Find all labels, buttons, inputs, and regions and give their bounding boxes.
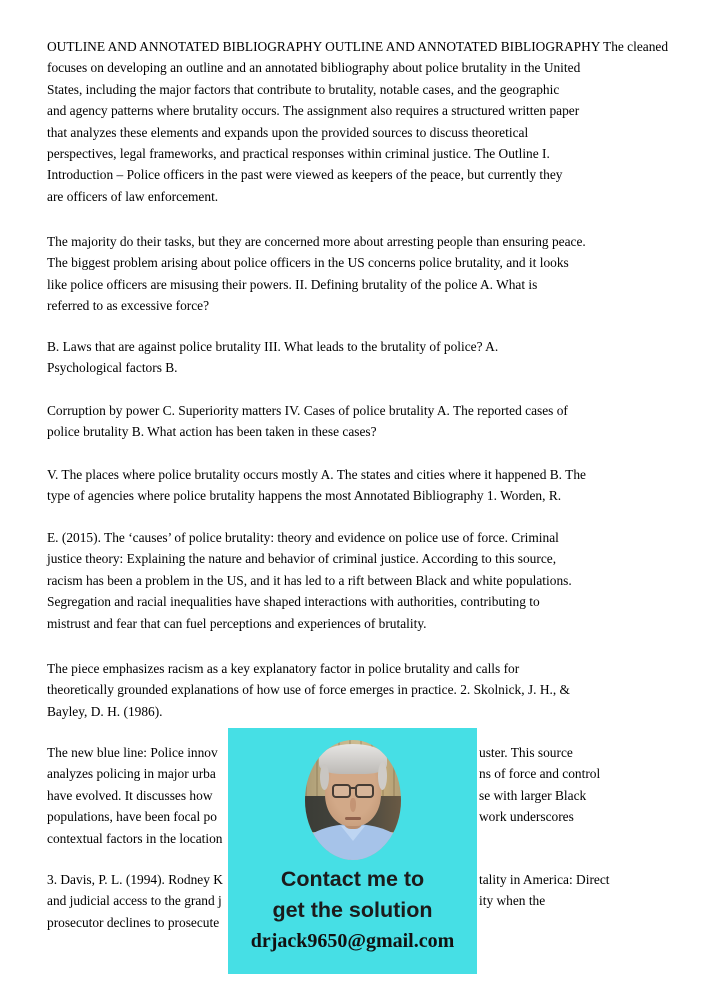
hair-side-right [378, 762, 387, 790]
text-line: V. The places where police brutality occurs mostly A. The states and cities where it happened B. The [47, 467, 586, 482]
paragraph-3 [47, 336, 708, 379]
text-fragment-right: tality in America: Direct [479, 872, 610, 887]
promo-overlay [228, 728, 477, 974]
paragraph-2 [47, 231, 708, 317]
text-fragment-left: populations, have been focal po [47, 809, 217, 825]
text-fragment-left: analyzes policing in major urba [47, 766, 216, 782]
text-line: Corruption by power C. Superiority matters IV. Cases of police brutality A. The reported cases of [47, 403, 568, 418]
text-fragment-right: ns of force and control [479, 766, 601, 782]
text-line: Bayley, D. H. (1986). [47, 703, 163, 719]
contact-email: drjack9650@gmail.com [250, 930, 455, 952]
text-line: type of agencies where police brutality happens the most Annotated Bibliography 1. Worden, R. [47, 488, 562, 504]
contact-call-to-action [228, 864, 477, 926]
text-line: The biggest problem arising about police officers in the US concerns police brutality, and it looks [47, 255, 569, 271]
text-line: racism has been a problem in the US, and it has led to a rift between Black and white populations. [47, 572, 572, 588]
text-line: focuses on developing an outline and an annotated bibliography about police brutality in the United [47, 60, 581, 76]
text-fragment-left: 3. Davis, P. L. (1994). Rodney K [47, 872, 223, 887]
text-line: The majority do their tasks, but they are concerned more about arresting people than ensuring peace. [47, 234, 586, 249]
paragraph-7 [47, 658, 708, 722]
text-line: mistrust and fear that can fuel perceptions and experiences of brutality. [47, 615, 427, 631]
text-line: OUTLINE AND ANNOTATED BIBLIOGRAPHY OUTLINE AND ANNOTATED BIBLIOGRAPHY The cleaned [47, 39, 669, 54]
text-line: referred to as excessive force? [47, 298, 210, 314]
mouth-shape [345, 817, 361, 820]
paragraph-6 [47, 527, 708, 634]
text-fragment-left: prosecutor declines to prosecute [47, 914, 220, 930]
paragraph-4 [47, 400, 708, 443]
hair-side-left [320, 764, 329, 790]
text-line: Introduction – Police officers in the past were viewed as keepers of the peace, but currently they [47, 167, 563, 183]
paragraph-5 [47, 464, 708, 507]
text-line: that analyzes these elements and expands upon the provided sources to discuss theoretical [47, 124, 529, 140]
nose-shape [350, 798, 356, 812]
text-line: The piece emphasizes racism as a key explanatory factor in police brutality and calls for [47, 661, 520, 676]
glasses-icon [332, 784, 374, 797]
cta-line-1: Contact me to [280, 867, 425, 891]
text-line: Psychological factors B. [47, 360, 178, 376]
text-line: States, including the major factors that contribute to brutality, notable cases, and the geographic [47, 81, 560, 97]
text-fragment-left: The new blue line: Police innov [47, 745, 218, 760]
text-line: and agency patterns where brutality occurs. The assignment also requires a structured written paper [47, 103, 580, 119]
text-fragment-right: se with larger Black [479, 787, 587, 803]
text-line: justice theory: Explaining the nature and behavior of criminal justice. According to this source, [47, 551, 557, 567]
hair-shape [319, 744, 387, 774]
text-fragment-right: work underscores [479, 809, 574, 825]
glasses-right-lens [355, 784, 374, 798]
text-line: theoretically grounded explanations of how use of force emerges in practice. 2. Skolnick, J. H., & [47, 682, 570, 698]
text-line: like police officers are misusing their powers. II. Defining brutality of the police A. What is [47, 276, 538, 292]
text-line: perspectives, legal frameworks, and practical responses within criminal justice. The Outline I. [47, 145, 550, 161]
text-line: police brutality B. What action has been taken in these cases? [47, 424, 377, 440]
man-portrait-photo [305, 740, 401, 860]
text-line: Segregation and racial inequalities have shaped interactions with authorities, contributing to [47, 594, 540, 610]
text-fragment-left: contextual factors in the location [47, 830, 223, 846]
paragraph-1 [47, 36, 708, 207]
text-line: E. (2015). The ‘causes’ of police brutality: theory and evidence on police use of force. Criminal [47, 530, 559, 545]
text-fragment-left: and judicial access to the grand j [47, 893, 222, 909]
text-fragment-right: uster. This source [479, 745, 573, 760]
text-line: B. Laws that are against police brutality III. What leads to the brutality of police? A. [47, 339, 499, 354]
text-line: are officers of law enforcement. [47, 188, 219, 204]
cta-line-2: get the solution [272, 898, 433, 922]
text-fragment-left: have evolved. It discusses how [47, 787, 213, 803]
text-fragment-right: ity when the [479, 893, 546, 909]
